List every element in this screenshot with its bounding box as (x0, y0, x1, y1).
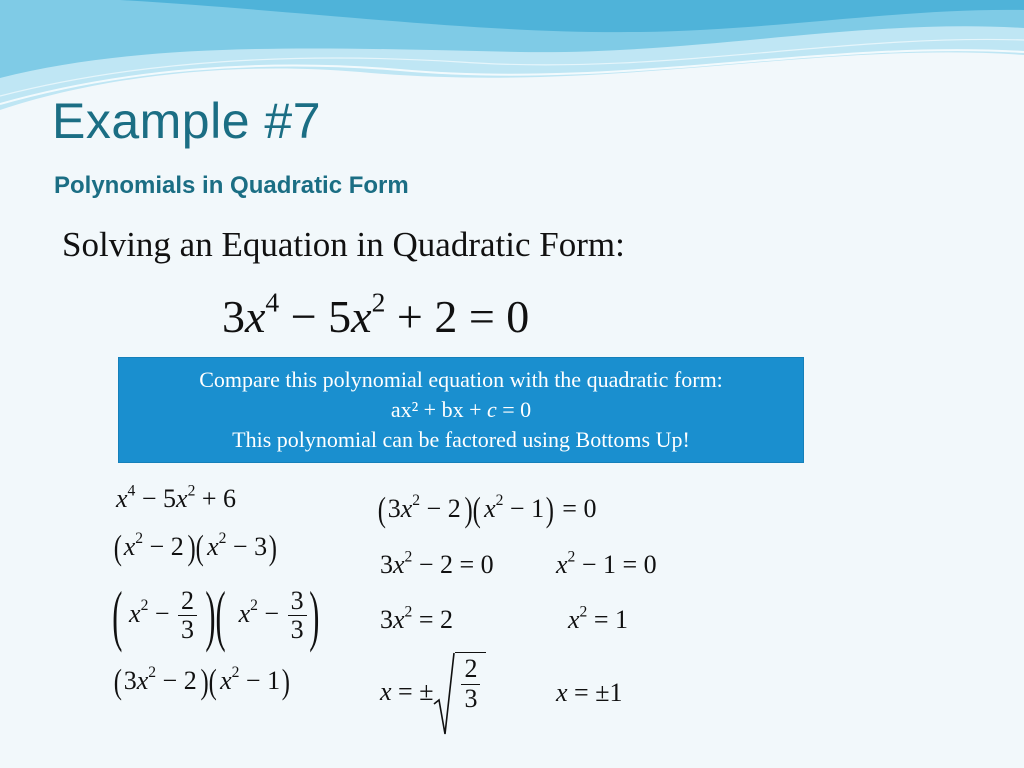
left-step-4: $(3x^2 - 2)$( $x^2 - 1$) (113, 662, 291, 701)
left-step-1: $x^4 - 5x^2 + 6$ (116, 482, 237, 513)
right-step-solution-b: x = ±1 (556, 678, 623, 707)
main-equation: $3x^4 - 5x^2 + 2 = 0$ (222, 286, 530, 342)
slide-title: Example #7 (52, 93, 322, 149)
callout-line-2: ax² + bx + c = 0 (390, 397, 532, 422)
right-step-factored: $(3x^2 - 2)$( $x^2 - 1) = 0$ (377, 490, 597, 529)
right-step-zero-a: $3x^2 - 2 = 0$ (380, 548, 494, 579)
lead-text: Solving an Equation in Quadratic Form: (62, 225, 625, 264)
left-step-2: $(x^2 - 2)$( $x^2 - 3$) (113, 528, 278, 567)
square-root-symbol: $\frac{2}{3}$ (433, 652, 486, 736)
right-step-zero-b: $x^2 - 1 = 0$ (556, 548, 657, 579)
slide-subtitle: Polynomials in Quadratic Form (54, 172, 409, 199)
callout-line-3: This polynomial can be factored using Bottoms Up! (232, 427, 690, 452)
right-step-isolate-b: $x^2 = 1$ (568, 603, 629, 634)
comparison-callout-box (119, 358, 803, 462)
right-step-isolate-a: $3x^2 = 2$ (380, 603, 454, 634)
left-step-3: ( $x^2$ − $\frac{2}{3}$ )( $x^2$ − $\frac{3}{3}$ ) (112, 578, 319, 653)
callout-line-1: Compare this polynomial equation with the quadratic form: (199, 367, 723, 392)
right-step-solution-a: x = ± $\frac{2}{3}$ (380, 652, 486, 736)
